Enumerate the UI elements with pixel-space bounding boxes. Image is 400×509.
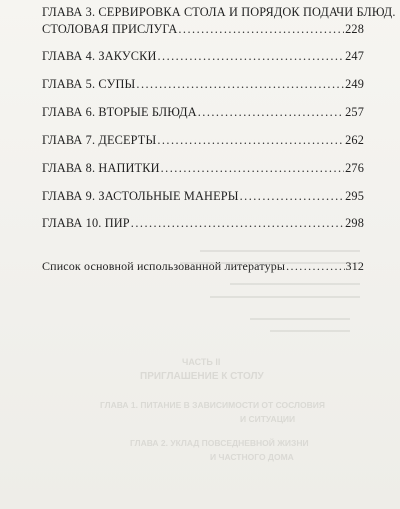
toc-entry-page: 228: [345, 22, 364, 36]
bleed-through-mark: [200, 250, 360, 252]
dot-leader: [178, 21, 344, 38]
toc-entry-page: 312: [345, 259, 364, 273]
dot-leader: [131, 215, 344, 232]
toc-entry-page: 249: [345, 77, 364, 91]
toc-entry-chapter-4[interactable]: [42, 48, 364, 65]
toc-entry-title: ГЛАВА 6. ВТОРЫЕ БЛЮДА: [42, 105, 197, 119]
toc-entry-chapter-9[interactable]: [42, 188, 364, 205]
bleed-through-part-title: ПРИГЛАШЕНИЕ К СТОЛУ: [140, 371, 264, 382]
toc-entry-title: СТОЛОВАЯ ПРИСЛУГА: [42, 22, 178, 36]
bleed-through-mark: [230, 283, 360, 285]
bleed-through-ch1-line2: И СИТУАЦИИ: [240, 414, 296, 424]
dot-leader: [157, 48, 344, 65]
dot-leader: [157, 132, 344, 149]
toc-entry-title: ГЛАВА 9. ЗАСТОЛЬНЫЕ МАНЕРЫ: [42, 189, 239, 203]
toc-entry-chapter-6[interactable]: [42, 104, 364, 121]
toc-entry-page: 295: [345, 189, 364, 203]
toc-entry-chapter-7[interactable]: [42, 132, 364, 149]
toc-entry-title: ГЛАВА 4. ЗАКУСКИ: [42, 49, 157, 63]
dot-leader: [161, 160, 344, 177]
toc-entry-chapter-3[interactable]: [42, 4, 396, 38]
toc-entry-chapter-5[interactable]: [42, 76, 364, 93]
bleed-through-ch1-line1: ГЛАВА 1. ПИТАНИЕ В ЗАВИСИМОСТИ ОТ СОСЛОВИЯ: [100, 400, 325, 410]
toc-entry-title-line1: ГЛАВА 3. СЕРВИРОВКА СТОЛА И ПОРЯДОК ПОДАЧИ БЛЮД.: [42, 5, 396, 19]
dot-leader: [198, 104, 344, 121]
bleed-through-mark: [270, 330, 350, 332]
toc-entry-chapter-10[interactable]: [42, 215, 364, 232]
dot-leader: [240, 188, 345, 205]
toc-entry-page: 298: [345, 216, 364, 230]
table-of-contents: [42, 4, 396, 273]
dot-leader: [286, 258, 344, 275]
toc-entry-title: ГЛАВА 10. ПИР: [42, 216, 130, 230]
bleed-through-ch2-line2: И ЧАСТНОГО ДОМА: [210, 452, 294, 462]
toc-entry-bibliography[interactable]: [42, 258, 364, 275]
toc-entry-page: 247: [345, 49, 364, 63]
toc-entry-title: Список основной использованной литературы: [42, 259, 286, 273]
bleed-through-mark: [250, 318, 350, 320]
dot-leader: [136, 76, 344, 93]
toc-entry-page: 276: [345, 161, 364, 175]
toc-entry-chapter-8[interactable]: [42, 160, 364, 177]
bleed-through-ch2-line1: ГЛАВА 2. УКЛАД ПОВСЕДНЕВНОЙ ЖИЗНИ: [130, 438, 309, 448]
toc-entry-page: 262: [345, 133, 364, 147]
toc-entry-page: 257: [345, 105, 364, 119]
bleed-through-part-heading: ЧАСТЬ II: [182, 357, 221, 367]
toc-entry-title: ГЛАВА 7. ДЕСЕРТЫ: [42, 133, 157, 147]
toc-entry-title: ГЛАВА 8. НАПИТКИ: [42, 161, 160, 175]
toc-entry-title: ГЛАВА 5. СУПЫ: [42, 77, 136, 91]
bleed-through-mark: [210, 296, 360, 298]
